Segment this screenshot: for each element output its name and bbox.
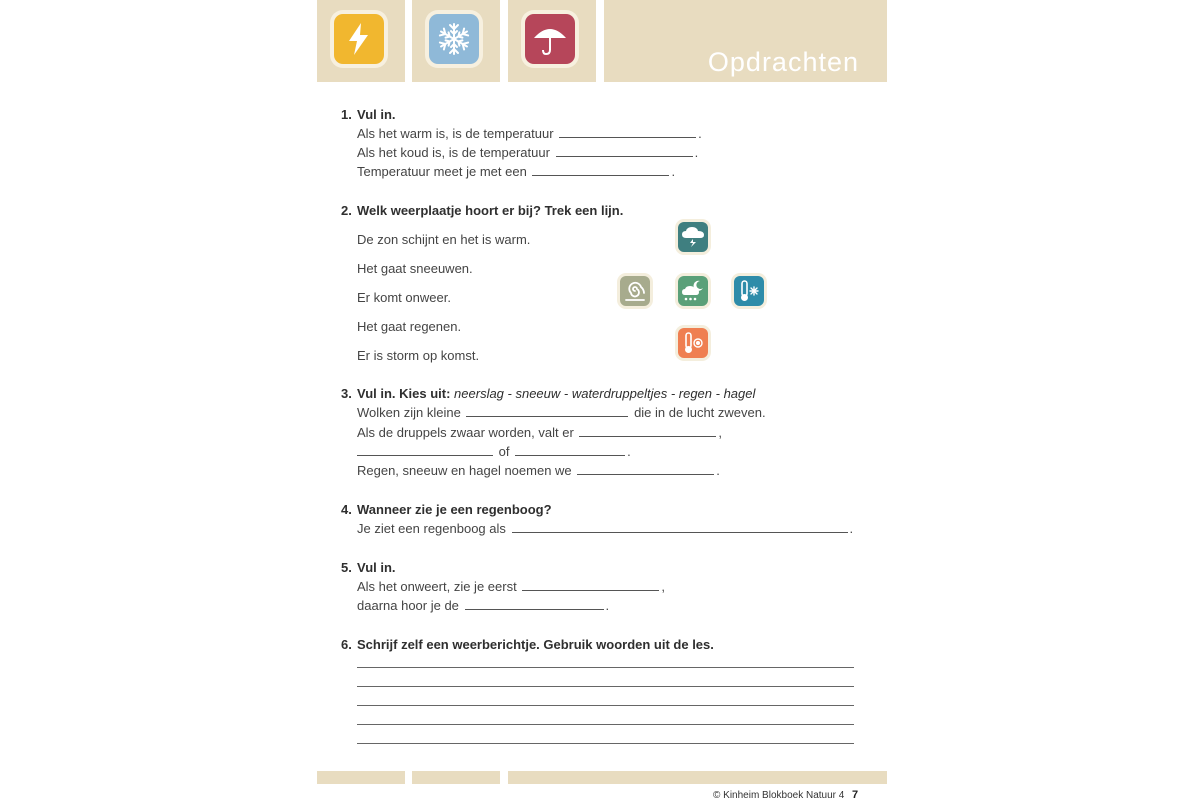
question-heading: Vul in. bbox=[357, 560, 396, 575]
writing-line[interactable] bbox=[357, 686, 854, 687]
q2-sentence: Er is storm op komst. bbox=[357, 348, 480, 363]
page-title: Opdrachten bbox=[707, 47, 859, 77]
warm-thermometer-icon[interactable] bbox=[678, 328, 708, 358]
question-heading: Vul in. bbox=[357, 107, 396, 122]
rain-cloud-sun-icon[interactable] bbox=[678, 276, 708, 306]
header-tile-lightning bbox=[317, 0, 405, 82]
cold-thermometer-icon[interactable] bbox=[734, 276, 764, 306]
umbrella-icon bbox=[525, 14, 575, 64]
answer-blank[interactable] bbox=[512, 522, 848, 533]
answer-blank[interactable] bbox=[515, 445, 625, 456]
footer-credit: © Kinheim Blokboek Natuur 4 bbox=[713, 790, 845, 801]
answer-blank[interactable] bbox=[577, 464, 714, 475]
question-number: 5. bbox=[341, 560, 352, 575]
header-tile-snowflake bbox=[412, 0, 500, 82]
footer-bar bbox=[317, 771, 405, 784]
q5-line-2: daarna hoor je de . bbox=[357, 598, 610, 613]
question-number: 4. bbox=[341, 502, 352, 517]
q1-line-2: Als het koud is, is de temperatuur . bbox=[357, 145, 699, 160]
answer-blank[interactable] bbox=[559, 127, 696, 138]
wind-spiral-icon[interactable] bbox=[620, 276, 650, 306]
q1-line-1: Als het warm is, is de temperatuur . bbox=[357, 126, 702, 141]
writing-line[interactable] bbox=[357, 724, 854, 725]
q3-line-1: Wolken zijn kleine die in de lucht zweven. bbox=[357, 405, 766, 420]
answer-blank[interactable] bbox=[532, 165, 669, 176]
writing-line[interactable] bbox=[357, 705, 854, 706]
answer-blank[interactable] bbox=[466, 406, 628, 417]
thunderstorm-cloud-icon[interactable] bbox=[678, 222, 708, 252]
question-number: 3. bbox=[341, 386, 352, 401]
lightning-icon bbox=[334, 14, 384, 64]
question-number: 1. bbox=[341, 107, 352, 122]
footer-bar bbox=[412, 771, 500, 784]
answer-blank[interactable] bbox=[465, 599, 604, 610]
question-heading: Wanneer zie je een regenboog? bbox=[357, 502, 552, 517]
answer-blank[interactable] bbox=[556, 146, 693, 157]
word-options: neerslag - sneeuw - waterdruppeltjes - regen - hagel bbox=[454, 386, 756, 401]
question-number: 2. bbox=[341, 203, 352, 218]
q3-line-2: Als de druppels zwaar worden, valt er , bbox=[357, 425, 723, 440]
writing-line[interactable] bbox=[357, 743, 854, 744]
answer-blank[interactable] bbox=[522, 580, 659, 591]
answer-blank[interactable] bbox=[357, 445, 493, 456]
q4-line: Je ziet een regenboog als . bbox=[357, 521, 854, 536]
snowflake-icon bbox=[429, 14, 479, 64]
question-number: 6. bbox=[341, 637, 352, 652]
q2-sentence: De zon schijnt en het is warm. bbox=[357, 232, 531, 247]
question-heading: Welk weerplaatje hoort er bij? Trek een lijn. bbox=[357, 203, 624, 218]
answer-blank[interactable] bbox=[579, 426, 716, 437]
q1-line-3: Temperatuur meet je met een . bbox=[357, 164, 676, 179]
question-heading: Schrijf zelf een weerberichtje. Gebruik woorden uit de les. bbox=[357, 637, 714, 652]
q5-line-1: Als het onweert, zie je eerst , bbox=[357, 579, 665, 594]
question-heading: Vul in. Kies uit: neerslag - sneeuw - waterdruppeltjes - regen - hagel bbox=[357, 386, 756, 401]
q2-sentence: Het gaat sneeuwen. bbox=[357, 261, 473, 276]
q3-line-4: Regen, sneeuw en hagel noemen we . bbox=[357, 463, 720, 478]
header-title-tile bbox=[604, 0, 887, 82]
writing-line[interactable] bbox=[357, 667, 854, 668]
header-tile-umbrella bbox=[508, 0, 596, 82]
q3-line-3: of . bbox=[357, 444, 631, 459]
footer-bar bbox=[508, 771, 887, 784]
q2-sentence: Het gaat regenen. bbox=[357, 319, 462, 334]
page-number: 7 bbox=[852, 789, 859, 801]
q2-sentence: Er komt onweer. bbox=[357, 290, 451, 305]
